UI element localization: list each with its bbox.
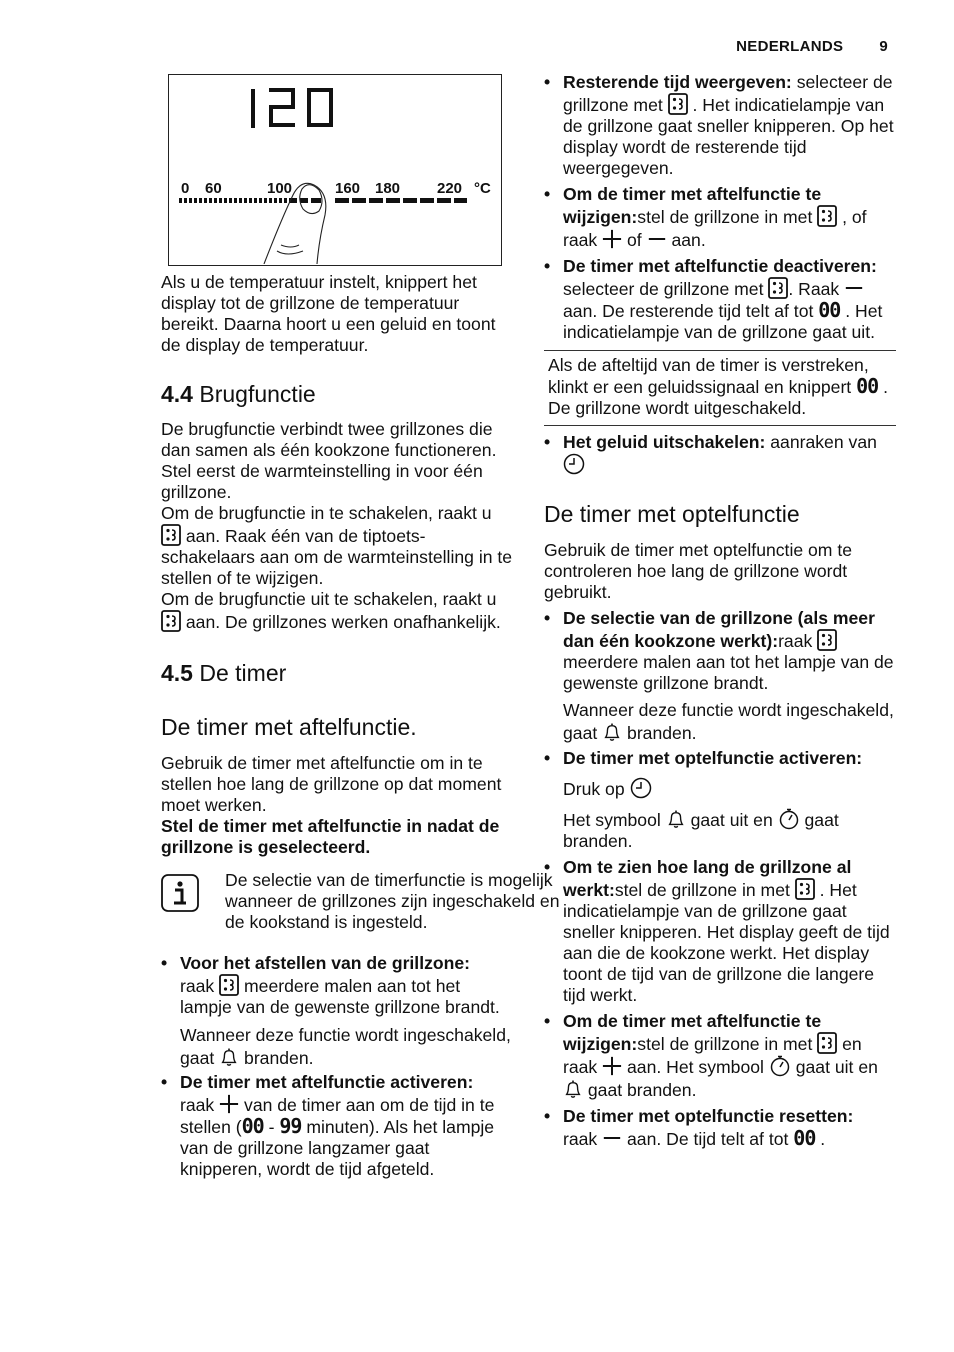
list-item: • De selectie van de grillzone (als meer dan één kookzone werkt):raak meerdere malen aan tot het lampje van de gewenste grillzone brandt. Wanneer deze functie wordt ingeschakeld, gaat branden. xyxy=(544,608,896,744)
info-text: De selectie van de timerfunctie is mogelijk wanneer de grillzones zijn ingeschakeld en de kookstand is ingesteld. xyxy=(225,870,560,932)
list-item: • De timer met optelfunctie activeren: Druk op Het symbool gaat uit en gaat branden. xyxy=(544,748,896,852)
list-item: • De timer met aftelfunctie deactiveren: selecteer de grillzone met . Raak aan. De resterende tijd telt af tot 00 . Het indicatielampje van de grillzone gaat uit. xyxy=(544,256,896,343)
svg-text:220: 220 xyxy=(437,180,463,197)
countdown-paragraph: Gebruik de timer met aftelfunctie om in te stellen hoe lang de grillzone op dat moment moet werken. xyxy=(161,753,502,815)
digits-00: 00 xyxy=(856,374,879,398)
zone-icon xyxy=(817,205,837,227)
bridge-icon xyxy=(161,610,181,632)
page-header xyxy=(736,38,888,55)
zone-icon xyxy=(817,629,837,651)
list-item: • Om de timer met aftelfunctie te wijzigen:stel de grillzone in met , of raak of aan. xyxy=(544,184,896,251)
digital-readout xyxy=(253,90,331,126)
bell-icon xyxy=(602,721,622,743)
display-diagram xyxy=(168,74,502,266)
zone-icon xyxy=(795,878,815,900)
bridge-icon xyxy=(161,524,181,546)
zone-icon xyxy=(219,974,239,996)
digits-00: 00 xyxy=(818,298,841,322)
list-item: • Om te zien hoe lang de grillzone al werkt:stel de grillzone in met . Het indicatielampje van de grillzone gaat sneller knipperen. Het display geeft de tijd aan die de kookzone werkt. Het display toont de tijd van de grillzone die langere tijd werkt. xyxy=(544,857,896,1006)
bell-icon xyxy=(219,1046,239,1068)
countup-paragraph: Gebruik de timer met optelfunctie om te controleren hoe lang de grillzone wordt gebruikt. xyxy=(544,540,853,602)
list-item: • De timer met aftelfunctie activeren: raak van de timer aan om de tijd in te stellen (00 - 99 minuten). Als het lampje van de grillzone langzamer gaat knipperen, wordt de tijd afgeteld. xyxy=(161,1072,513,1180)
info-note xyxy=(161,870,575,933)
svg-text:160: 160 xyxy=(335,180,361,197)
warning-box: Als de afteltijd van de timer is verstreken, klinkt er een geluidssignaal en knippert 00 . De grillzone wordt uitgeschakeld. xyxy=(544,350,896,426)
info-icon xyxy=(161,874,199,912)
list-item: • Het geluid uitschakelen: aanraken van xyxy=(544,432,896,476)
digits-00: 00 xyxy=(793,1126,816,1150)
bridge-paragraph-3: Om de brugfunctie in te schakelen, raakt u aan. Raak één van de tiptoets-schakelaars aan om de warmteinstelling in te stellen of te wijzigen. xyxy=(161,503,513,588)
scale-labels xyxy=(181,180,491,197)
bridge-paragraph-1: De brugfunctie verbindt twee grillzones die dan samen als één kookzone functioneren. xyxy=(161,419,497,460)
list-item: • Om de timer met aftelfunctie te wijzigen:stel de grillzone in met en raak aan. Het symbool gaat uit en gaat branden. xyxy=(544,1011,896,1101)
readout-text: 120 xyxy=(169,75,171,76)
plus-icon xyxy=(602,1055,622,1077)
bridge-paragraph-2: Stel eerst de warmteinstelling in voor één grillzone. xyxy=(161,461,483,502)
bell-icon xyxy=(563,1078,583,1100)
svg-text:180: 180 xyxy=(375,180,401,197)
scale-bar xyxy=(179,198,467,203)
section-name: NEDERLANDS xyxy=(736,38,844,55)
svg-text:100: 100 xyxy=(267,180,293,197)
clock-icon xyxy=(630,777,652,799)
minus-icon xyxy=(602,1127,622,1149)
bell-icon xyxy=(666,808,686,830)
plus-icon xyxy=(602,228,622,250)
bridge-paragraph-4: Om de brugfunctie uit te schakelen, raakt u aan. De grillzones werken onafhankelijk. xyxy=(161,589,501,632)
clock-icon xyxy=(563,453,585,475)
zone-icon xyxy=(668,93,688,115)
digits-00: 00 xyxy=(241,1114,264,1138)
plus-icon xyxy=(219,1093,239,1115)
countdown-heading: De timer met aftelfunctie. xyxy=(161,714,417,740)
section-4-4-heading: 4.4 Brugfunctie xyxy=(161,381,316,407)
list-item: • Resterende tijd weergeven: selecteer de grillzone met . Het indicatielampje van de grillzone gaat sneller knipperen. Op het display wordt de resterende tijd weergegeven. xyxy=(544,72,896,179)
svg-text:°C: °C xyxy=(474,180,491,197)
stopwatch-icon xyxy=(778,808,800,830)
svg-text:0: 0 xyxy=(181,180,190,197)
zone-icon xyxy=(817,1032,837,1054)
zone-icon xyxy=(768,277,788,299)
countdown-bold-paragraph: Stel de timer met aftelfunctie in nadat de grillzone is geselecteerd. xyxy=(161,816,500,857)
temp-paragraph: Als u de temperatuur instelt, knippert het display tot de grillzone de temperatuur bereikt. Daarna hoort u een geluid en toont de display de temperatuur. xyxy=(161,272,496,355)
digits-99: 99 xyxy=(279,1114,302,1138)
list-item: • Voor het afstellen van de grillzone: raak meerdere malen aan tot het lampje van de gewenste grillzone brandt. Wanneer deze functie wordt ingeschakeld, gaat branden. xyxy=(161,953,513,1069)
stopwatch-icon xyxy=(769,1055,791,1077)
countup-heading: De timer met optelfunctie xyxy=(544,501,800,527)
svg-text:60: 60 xyxy=(205,180,222,197)
page-number: 9 xyxy=(879,38,888,55)
minus-icon xyxy=(647,228,667,250)
section-4-5-heading: 4.5 De timer xyxy=(161,660,287,686)
minus-icon xyxy=(844,277,864,299)
list-item: • De timer met optelfunctie resetten: raak aan. De tijd telt af tot 00 . xyxy=(544,1106,896,1150)
